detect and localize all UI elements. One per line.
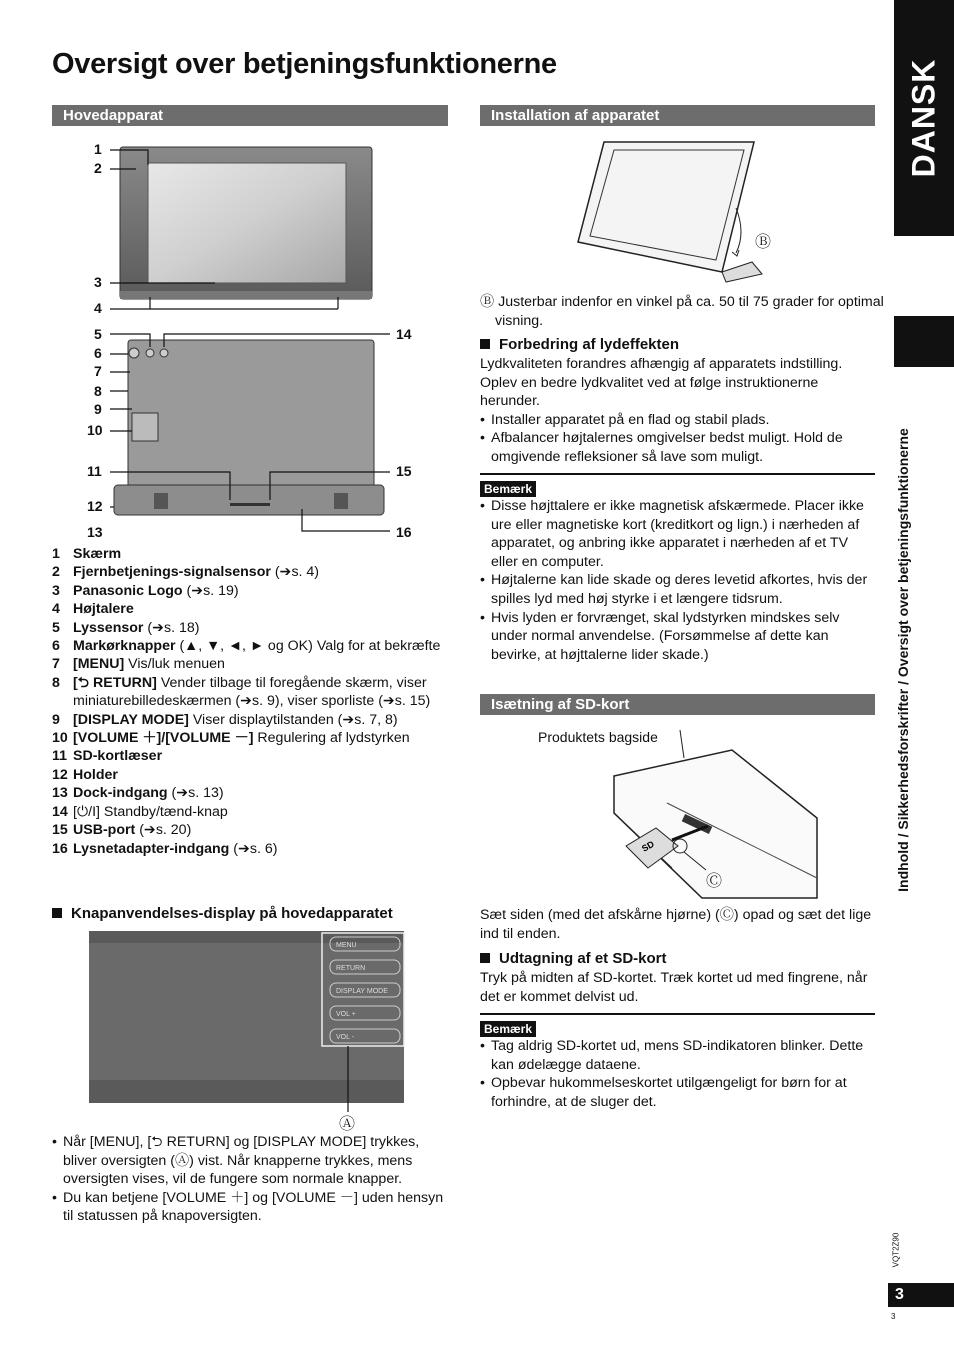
parts-list-item [52, 821, 452, 839]
parts-list-item [52, 655, 452, 673]
callout-1: 1 [94, 141, 102, 157]
part-number: 2 [52, 564, 60, 581]
knap-heading: Knapanvendelses-display på hovedapparatet [52, 905, 393, 922]
callout-15: 15 [396, 463, 412, 479]
part-description: [⏻/I] Standby/tænd-knap [73, 803, 228, 820]
callout-16: 16 [396, 524, 412, 540]
callout-3: 3 [94, 274, 102, 290]
sidebar-marker [894, 316, 954, 367]
part-description: Lysnetadapter-indgang (➔s. 6) [73, 840, 278, 857]
parts-list-item [52, 637, 452, 655]
button-overlay-diagram [88, 930, 406, 1130]
callout-13: 13 [87, 524, 103, 540]
sd-remove-heading: Udtagning af et SD-kort [480, 950, 667, 967]
callout-12: 12 [87, 498, 103, 514]
part-description: SD-kortlæser [73, 748, 163, 765]
part-number: 1 [52, 546, 60, 562]
callout-10: 10 [87, 422, 103, 438]
part-number: 9 [52, 711, 60, 728]
part-number: 7 [52, 656, 60, 673]
parts-list-item [52, 747, 452, 765]
callout-6: 6 [94, 345, 102, 361]
parts-list-item [52, 840, 452, 858]
parts-list-item [52, 766, 452, 784]
part-number: 3 [52, 582, 60, 599]
parts-list-item [52, 582, 452, 600]
parts-list-item [52, 803, 452, 821]
part-description: Holder [73, 766, 118, 783]
part-number: 4 [52, 601, 60, 618]
knap-bullets: • Når [MENU], [⮌ RETURN] og [DISPLAY MODE] trykkes, bliver oversigten (Ⓐ) vist. Når knapperne trykkes, mens oversigten vises, vil de fungere som normale knapper. • Du kan betjene [VOLUME ＋] og [VOLUME －] uden hensyn til statussen på knapoversigten. [52, 1134, 444, 1225]
parts-list [52, 545, 452, 858]
installation-diagram [576, 138, 776, 288]
installation-caption: Ⓑ Justerbar indenfor en vinkel på ca. 50 til 75 grader for optimal visning. [480, 294, 884, 329]
part-description: Panasonic Logo (➔s. 19) [73, 582, 239, 599]
section-header-hovedapparat: Hovedapparat [52, 105, 448, 126]
parts-list-item [52, 711, 452, 729]
lyd-text: Lydkvaliteten forandres afhængig af apparatets indstilling. Oplev en bedre lydkvalitet ved at følge instruktionerne herunder. • Installer apparatet på en flad og stabil plads. • Afbalancer højtalernes omgivelser bedst muligt. Hold de omgivende refleksioner så lave som muligt. [480, 356, 843, 465]
part-description: Dock-indgang (➔s. 13) [73, 785, 224, 802]
section-header-installation: Installation af apparatet [480, 105, 875, 126]
part-number: 14 [52, 803, 68, 820]
part-number: 6 [52, 638, 60, 655]
overlay-return: RETURN [336, 965, 366, 972]
parts-list-item [52, 784, 452, 802]
callout-5: 5 [94, 326, 102, 342]
divider [480, 1013, 875, 1015]
language-label: DANSK [905, 58, 942, 178]
section-header-sdkort: Isætning af SD-kort [480, 694, 875, 715]
part-number: 12 [52, 766, 68, 783]
part-number: 15 [52, 822, 68, 839]
lyd-heading: Forbedring af lydeffekten [480, 336, 679, 353]
part-number: 5 [52, 619, 60, 636]
note-tag-1: Bemærk [480, 481, 536, 497]
part-description: USB-port (➔s. 20) [73, 822, 192, 839]
part-description: [⮌ RETURN] Vender tilbage til foregående skærm, viser miniaturebilledeskærmen (➔s. 9), viser sporliste (➔s. 15) [73, 674, 431, 710]
part-description: Lyssensor (➔s. 18) [73, 619, 200, 636]
overlay-vol-minus: VOL - [336, 1034, 355, 1041]
document-code: VQT2Z90 [891, 1232, 901, 1268]
callout-8: 8 [94, 383, 102, 399]
divider [480, 473, 875, 475]
callout-4: 4 [94, 300, 102, 316]
page-number: 3 [888, 1283, 954, 1307]
part-number: 8 [52, 674, 60, 691]
callout-14: 14 [396, 326, 412, 342]
parts-list-item [52, 619, 452, 637]
overlay-menu: MENU [336, 942, 357, 949]
part-description: Skærm [73, 546, 122, 562]
part-description: Markørknapper (▲, ▼, ◄, ► og OK) Valg for at bekræfte [73, 638, 441, 655]
callout-b: Ⓑ [755, 234, 772, 251]
part-description: Højtalere [73, 601, 134, 618]
overlay-vol-plus: VOL + [336, 1011, 356, 1018]
callout-9: 9 [94, 401, 102, 417]
part-description: Fjernbetjenings-signalsensor (➔s. 4) [73, 564, 320, 581]
page-number-small: 3 [891, 1312, 896, 1321]
callout-7: 7 [94, 363, 102, 379]
svg-text:SD: SD [640, 838, 656, 854]
part-number: 16 [52, 840, 68, 857]
sd-instruction: Sæt siden (med det afskårne hjørne) (Ⓒ) opad og sæt det lige ind til enden. [480, 907, 872, 942]
parts-list-item [52, 674, 452, 711]
note2-bullets: • Tag aldrig SD-kortet ud, mens SD-indikatoren blinker. Dette kan ødelægge dataene. • Opbevar hukommelseskortet utilgængeligt for børn for at forhindre, at de sluger det. [480, 1038, 864, 1110]
page-title: Oversigt over betjeningsfunktionerne [52, 48, 557, 80]
sd-figure-label: Produktets bagside [538, 729, 658, 745]
parts-list-item [52, 729, 452, 747]
part-number: 10 [52, 730, 68, 747]
parts-list-item [52, 563, 452, 581]
note-tag-2: Bemærk [480, 1021, 536, 1037]
part-number: 13 [52, 785, 68, 802]
parts-list-item [52, 545, 452, 563]
sidebar-section-title: Indhold / Sikkerhedsforskrifter / Oversigt over betjeningsfunktionerne [895, 428, 911, 892]
language-tab [894, 0, 954, 236]
callout-c: Ⓒ [706, 873, 723, 890]
sd-remove-text: Tryk på midten af SD-kortet. Træk kortet ud med fingrene, når det er kommet delvist ud. [480, 970, 868, 1005]
callout-11: 11 [87, 463, 102, 479]
part-description: [DISPLAY MODE] Viser displaytilstanden (➔s. 7, 8) [73, 711, 398, 728]
part-number: 11 [52, 748, 67, 765]
callout-2: 2 [94, 160, 102, 176]
part-description: [MENU] Vis/luk menuen [73, 656, 225, 673]
note1-bullets: • Disse højttalere er ikke magnetisk afskærmede. Placer ikke ure eller magnetiske kort (kreditkort og lign.) i nærheden af apparatet, og anbring ikke apparatet i nærheden af et TV eller en computer. • Højtalerne kan lide skade og deres levetid afkortes, hvis der spilles lyd med høj styrke i et længere tidsrum. • Hvis lyden er forvrænget, skal lydstyrken mindskes selv under normal anvendelse. (Forsømmelse af dette kan bevirke, at højttalerne lider skade.) [480, 498, 868, 663]
overlay-display-mode: DISPLAY MODE [336, 988, 388, 995]
device-diagram [80, 135, 425, 545]
callout-a: Ⓐ [339, 1116, 356, 1133]
part-description: [VOLUME ＋]/[VOLUME －] Regulering af lydstyrken [73, 730, 410, 747]
parts-list-item [52, 600, 452, 618]
